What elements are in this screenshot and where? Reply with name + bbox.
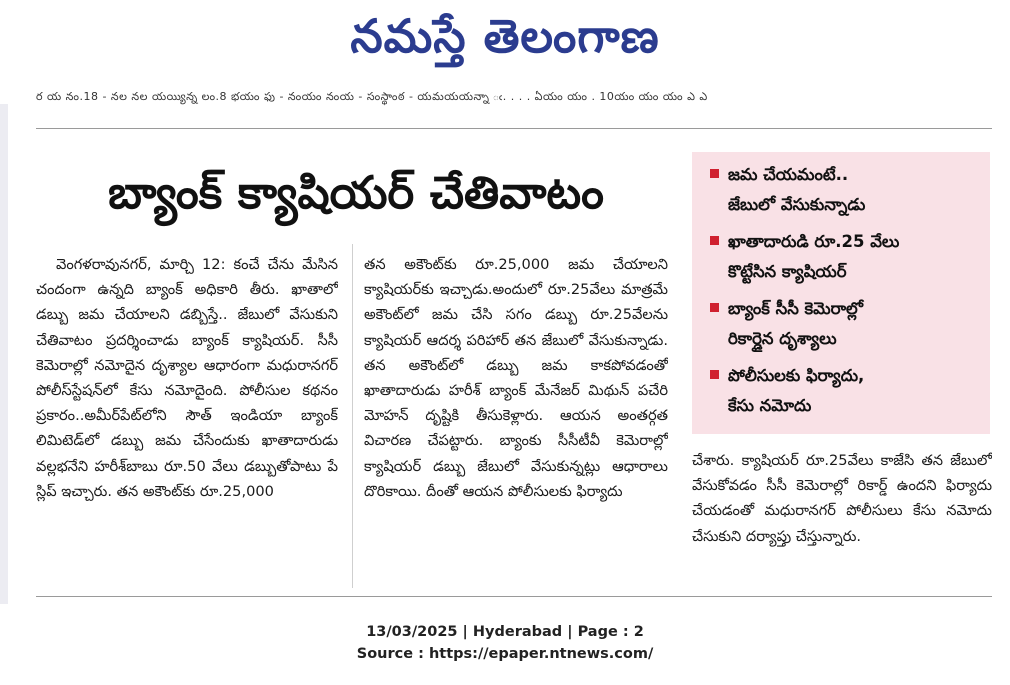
bullet-square-icon bbox=[710, 370, 719, 379]
cut-off-ticker-line: ర య నం.18 - నల నల యయ్యిన్న లం.8 భయం ఫు - నంయం నంయ - సంస్థాంఠ - యమయయన్నా ఁ. . . . ఏయం యం . 10యం యం యం ఎ ఎ bbox=[36, 90, 708, 103]
highlight-line: రికార్డైన దృశ్యాలు bbox=[728, 329, 837, 348]
source-link[interactable]: Source : https://epaper.ntnews.com/ bbox=[356, 646, 654, 662]
top-divider bbox=[36, 128, 992, 129]
highlight-line: కేసు నమోదు bbox=[728, 396, 812, 415]
left-margin-strip bbox=[0, 104, 8, 604]
highlight-line: కొట్టేసిన క్యాషియర్ bbox=[728, 262, 847, 281]
highlight-item bbox=[708, 294, 978, 354]
highlight-item bbox=[708, 227, 978, 287]
article-column-1: వెంగళరావునగర్, మార్చి 12: కంచే చేను మేసిన చందంగా ఉన్నది బ్యాంక్ అధికారి తీరు. ఖాతాలో డబ్బు జమ చేయాలని డబ్బిస్తే.. జేబులో వేసుకుని చేతివాటం ప్రదర్శించాడు బ్యాంక్ క్యాషియర్. సీసీ కెమెరాల్లో నమోదైన దృశ్యాల ఆధారంగా మధురానగర్ పోలీస్‌స్టేషన్‌లో కేసు నమోదైంది. పోలీసుల కథనం ప్రకారం..అమీర్‌పేట్‌లోని సౌత్ ఇండియా బ్యాంక్ లిమిటెడ్‌లో డబ్బు జమ చేసేందుకు ఖాతాదారుడు వల్లభనేని హరీశ్‌బాబు రూ.50 వేలు డబ్బుతోపాటు పే స్లిప్ ఇచ్చారు. తన అకౌంట్‌కు రూ.25,000 bbox=[36, 256, 338, 500]
highlight-line: ఖాతాదారుడి రూ.25 వేలు bbox=[728, 232, 900, 251]
edition-info: 13/03/2025 | Hyderabad | Page : 2 bbox=[366, 624, 644, 640]
highlights-box bbox=[692, 152, 990, 434]
highlight-line: జమ చేయమంటే.. bbox=[728, 165, 849, 184]
highlight-item bbox=[708, 160, 978, 220]
article-column-2: తన అకౌంట్‌కు రూ.25,000 జమ చేయాలని క్యాషియర్‌కు ఇచ్చాడు.అందులో రూ.25వేలు మాత్రమే అకౌంట్‌లో జమ చేసి సగం డబ్బు రూ.25వేలను క్యాషియర్ ఆదర్శ పరిహార్ తన జేబులో వేసుకున్నాడు. తన అకౌంట్‌లో డబ్బు జమ కాకపోవడంతో ఖాతాదారుడు హరీశ్ బ్యాంక్ మేనేజర్ మిథున్ పచేరి మోహన్ దృష్టికి తీసుకెళ్లారు. ఆయన అంతర్గత విచారణ చేపట్టారు. బ్యాంకు సీసీటీవీ కెమెరాల్లో క్యాషియర్ డబ్బు జేబులో వేసుకున్నట్లు ఆధారాలు దొరికాయి. దీంతో ఆయన పోలీసులకు ఫిర్యాదు bbox=[364, 256, 668, 500]
bullet-square-icon bbox=[710, 169, 719, 178]
bullet-square-icon bbox=[710, 303, 719, 312]
article-headline: బ్యాంక్ క్యాషియర్ చేతివాటం bbox=[108, 166, 604, 219]
highlight-line: జేబులో వేసుకున్నాడు bbox=[728, 195, 866, 214]
column-divider bbox=[352, 244, 353, 588]
bottom-divider bbox=[36, 596, 992, 597]
highlight-line: పోలీసులకు ఫిర్యాదు, bbox=[728, 366, 865, 385]
bullet-square-icon bbox=[710, 236, 719, 245]
highlight-line: బ్యాంక్ సీసీ కెమెరాల్లో bbox=[728, 299, 864, 318]
highlight-item bbox=[708, 361, 978, 421]
newspaper-masthead: నమస్తే తెలంగాణ bbox=[350, 9, 660, 63]
article-column-3: చేశారు. క్యాషియర్ రూ.25వేలు కాజేసి తన జేబులో వేసుకోవడం సీసీ కెమెరాల్లో రికార్డ్ ఉందని ఫిర్యాదు చేయడంతో మధురానగర్ పోలీసులు కేసు నమోదు చేసుకుని దర్యాప్తు చేస్తున్నారు. bbox=[692, 452, 992, 545]
